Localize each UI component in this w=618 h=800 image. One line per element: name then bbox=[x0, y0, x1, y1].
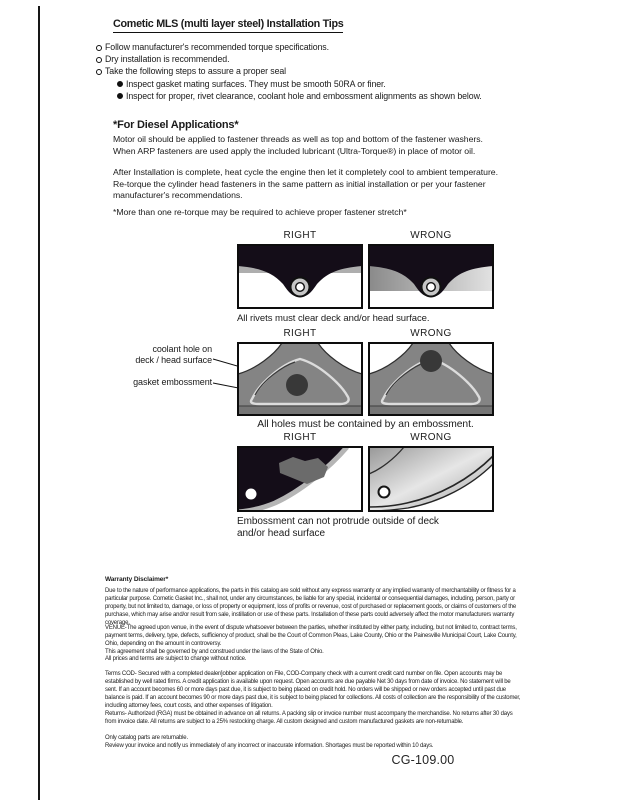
tip-text: Inspect gasket mating surfaces. They must be smooth 50RA or finer. bbox=[126, 78, 386, 89]
tip-text: Inspect for proper, rivet clearance, coolant hole and embossment alignments as shown below. bbox=[126, 90, 482, 101]
figure-embossment-protrusion bbox=[237, 432, 494, 539]
rivet-center bbox=[427, 283, 436, 292]
figure-rivet-clearance bbox=[237, 230, 494, 324]
tip-text: Dry installation is recommended. bbox=[105, 54, 230, 65]
returns-paragraph: Returns- Authorized (RGA) must be obtained in advance on all returns. A packing slip or invoice number must accompany the merchandise. No returns after 30 days from invoice date. All returns are subject to a 25% restocking charge. All custom designed and custom manufactured gaskets are non-returnable. bbox=[105, 711, 513, 725]
retorque-note: *More than one re-torque may be required to achieve proper fastener stretch* bbox=[113, 207, 407, 217]
right-label: RIGHT bbox=[283, 230, 317, 241]
venue-paragraph: VENUE-The agreed upon venue, in the event of dispute whatsoever between the parties, whether instituted by either party, including, but not limited to, contract terms, payment terms, delivery, type, defects, sufficiency of product, shall be the Court of Common Pleas, Lake County, Ohio or the Painesville Municipal Court, Lake County, Ohio, depending on the amount in controversy. bbox=[105, 625, 517, 647]
figure-caption: All holes must be contained by an embossment. bbox=[257, 419, 474, 430]
warranty-disclaimer-heading: Warranty Disclaimer* bbox=[105, 576, 169, 583]
page-code: CG-109.00 bbox=[391, 753, 455, 767]
review-invoice-line: Review your invoice and notify us immediately of any incorrect or inaccurate information. Shortages must be reported within 10 days. bbox=[105, 743, 434, 749]
list-item bbox=[96, 65, 482, 77]
dot-bullet-icon bbox=[117, 93, 123, 99]
hole-right-diagram bbox=[237, 342, 363, 416]
figure-panels bbox=[237, 342, 494, 416]
diesel-applications-heading: *For Diesel Applications* bbox=[113, 119, 239, 131]
list-item bbox=[117, 90, 482, 102]
figure-panels bbox=[237, 446, 494, 512]
warranty-paragraph: Due to the nature of performance applications, the parts in this catalog are sold without any express warranty or any implied warranty of merchantability or fitness for a particular purpose. Cometic Gasket Inc., shall not, under any circumstances, be liable for any special, incidental or consequential damages, including, person, party or property, but not limited to, damage, or loss of property or equipment, loss of profits or revenue, cost of purchased or replacement goods, or claims of customers of the purchase, which may arise and/or result from sale, instillation or use of these parts. Installation of these parts could adversely affect the motor manufacturers warranty coverage. bbox=[105, 588, 517, 626]
hole-wrong-diagram bbox=[368, 342, 494, 416]
figure-caption: All rivets must clear deck and/or head surface. bbox=[237, 313, 430, 324]
page-title: Cometic MLS (multi layer steel) Installation Tips bbox=[113, 18, 343, 33]
terms-cod-paragraph: Terms COD- Secured with a completed dealer/jobber application on File, COD-Company check with a current credit card number on file. Open accounts may be established by well rated firms. A credit application is available upon request. Open accounts are due payable Net 30 days from date of invoice. No statement will be sent. If an account becomes 60 or more days past due, it is subject to being placed on credit hold. No orders will be shipped or new orders accepted until past due balance is paid. If an account becomes 90 or more days past due, it is subject to being placed for collections. All costs of collection are the responsibility of the customer, including attorney fees, court costs, and other expenses of litigation. bbox=[105, 671, 521, 709]
installation-tips-list bbox=[96, 41, 482, 102]
returnable-line: Only catalog parts are returnable. bbox=[105, 735, 188, 741]
tip-text: Take the following steps to assure a proper seal bbox=[105, 66, 287, 77]
coolant-hole bbox=[420, 350, 442, 372]
figure-caption: Embossment can not protrude outside of deck and/or head surface bbox=[237, 516, 439, 539]
list-item bbox=[96, 53, 482, 65]
dot-bullet-icon bbox=[117, 81, 123, 87]
figure-header-row bbox=[237, 432, 494, 444]
list-item bbox=[96, 41, 482, 53]
rivet-wrong-diagram bbox=[368, 244, 494, 309]
figure-header-row bbox=[237, 328, 494, 340]
figure-hole-embossment bbox=[237, 328, 494, 430]
circle-bullet-icon bbox=[96, 45, 102, 51]
circle-bullet-icon bbox=[96, 57, 102, 63]
wrong-label: WRONG bbox=[410, 432, 452, 443]
bolt-hole bbox=[379, 487, 390, 498]
wrong-label: WRONG bbox=[410, 328, 452, 339]
right-label: RIGHT bbox=[283, 328, 317, 339]
rivet-right-diagram bbox=[237, 244, 363, 309]
gasket-embossment-label: gasket embossment bbox=[133, 377, 212, 387]
governing-law-line: This agreement shall be governed by and construed under the laws of the State of Ohio. bbox=[105, 649, 324, 655]
embossment-wrong-diagram bbox=[368, 446, 494, 512]
circle-bullet-icon bbox=[96, 69, 102, 75]
coolant-hole bbox=[286, 374, 308, 396]
list-item bbox=[117, 78, 482, 90]
figure-header-row bbox=[237, 230, 494, 242]
rivet-center bbox=[296, 283, 305, 292]
tip-text: Follow manufacturer's recommended torque specifications. bbox=[105, 42, 329, 52]
bolt-hole bbox=[246, 489, 257, 500]
right-label: RIGHT bbox=[283, 432, 317, 443]
figure-panels bbox=[237, 244, 494, 309]
prices-terms-line: All prices and terms are subject to change without notice. bbox=[105, 656, 247, 662]
coolant-hole-label: coolant hole on bbox=[152, 344, 212, 354]
coolant-hole-label: deck / head surface bbox=[135, 354, 212, 365]
embossment-right-diagram bbox=[237, 446, 363, 512]
page-edge-rule bbox=[38, 6, 40, 800]
diesel-paragraph: After Installation is complete, heat cycle the engine then let it completely cool to ambient temperature. Re-torque the cylinder head fasteners in the same pattern as initial installation or per your fastener manufacturer's recommendations. bbox=[113, 167, 498, 201]
diesel-paragraph: Motor oil should be applied to fastener threads as well as top and bottom of the fastener washers. When ARP fasteners are used apply the included lubricant (Ultra-Torque®) in place of motor oil. bbox=[113, 134, 483, 156]
wrong-label: WRONG bbox=[410, 230, 452, 241]
